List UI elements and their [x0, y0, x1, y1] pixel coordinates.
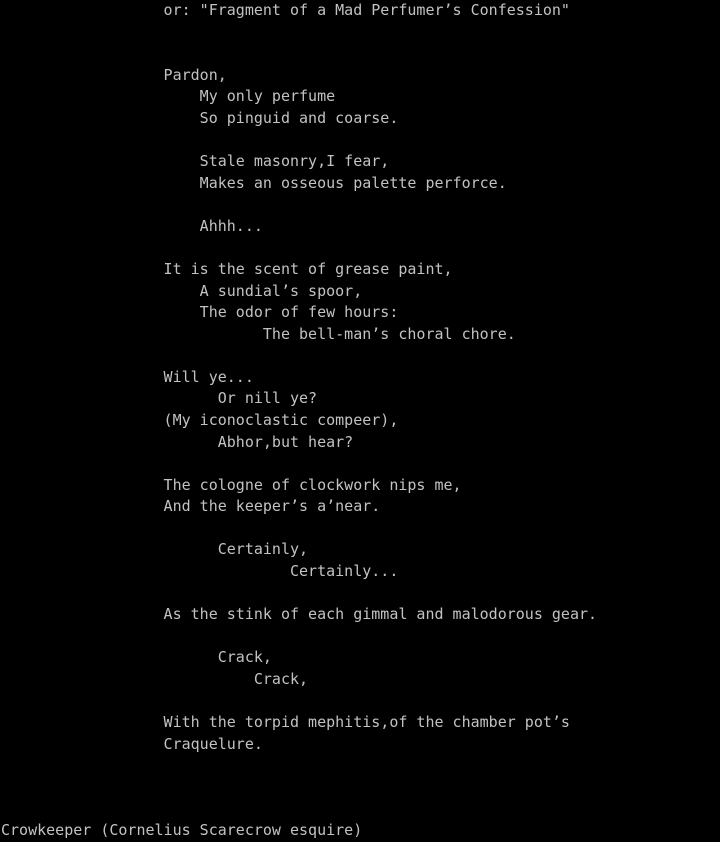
- poem-line: (My iconoclastic compeer),: [1, 410, 399, 429]
- poem-line: Pardon,: [1, 65, 227, 84]
- poem-line: Crack,: [1, 669, 309, 688]
- poem-line: [1, 22, 720, 44]
- poem-line: Certainly...: [1, 562, 399, 581]
- poem-line: Crack,: [1, 648, 272, 667]
- poem-line: [1, 518, 720, 540]
- poem-line: [1, 798, 720, 820]
- poem-line: My only perfume: [1, 87, 336, 106]
- poem-line: And the keeper’s a’near.: [1, 497, 381, 516]
- poem-line: Ahhh...: [1, 216, 263, 235]
- poem-line: Or nill ye?: [1, 389, 318, 408]
- poem-lines: [1, 0, 720, 820]
- poem-line: or: "Fragment of a Mad Perfumer’s Confession": [1, 1, 570, 19]
- poem-text-block: [1, 0, 720, 842]
- poem-line: Certainly,: [1, 540, 309, 559]
- poem-line: So pinguid and coarse.: [1, 108, 399, 127]
- poem-line: Stale masonry,I fear,: [1, 152, 390, 171]
- poem-line: [1, 626, 720, 648]
- poem-line: [1, 583, 720, 605]
- poem-line: [1, 453, 720, 475]
- poem-line: Craquelure.: [1, 734, 263, 753]
- poem-line: Makes an osseous palette perforce.: [1, 173, 507, 192]
- poem-line: As the stink of each gimmal and malodorous gear.: [1, 605, 598, 624]
- poem-line: [1, 755, 720, 777]
- poem-line: The bell-man’s choral chore.: [1, 324, 516, 343]
- poem-line: With the torpid mephitis,of the chamber pot’s: [1, 713, 570, 732]
- poem-line: The odor of few hours:: [1, 303, 399, 322]
- poem-line: It is the scent of grease paint,: [1, 259, 453, 278]
- poem-line: [1, 43, 720, 65]
- signature-line: Crowkeeper (Cornelius Scarecrow esquire): [1, 820, 363, 839]
- poem-line: [1, 777, 720, 799]
- poem-line: [1, 691, 720, 713]
- poem-line: [1, 237, 720, 259]
- poem-line: Will ye...: [1, 367, 254, 386]
- poem-line: A sundial’s spoor,: [1, 281, 363, 300]
- poem-line: The cologne of clockwork nips me,: [1, 475, 462, 494]
- poem-line: [1, 194, 720, 216]
- poem-line: [1, 129, 720, 151]
- poem-line: Abhor,but hear?: [1, 432, 354, 451]
- poem-line: [1, 345, 720, 367]
